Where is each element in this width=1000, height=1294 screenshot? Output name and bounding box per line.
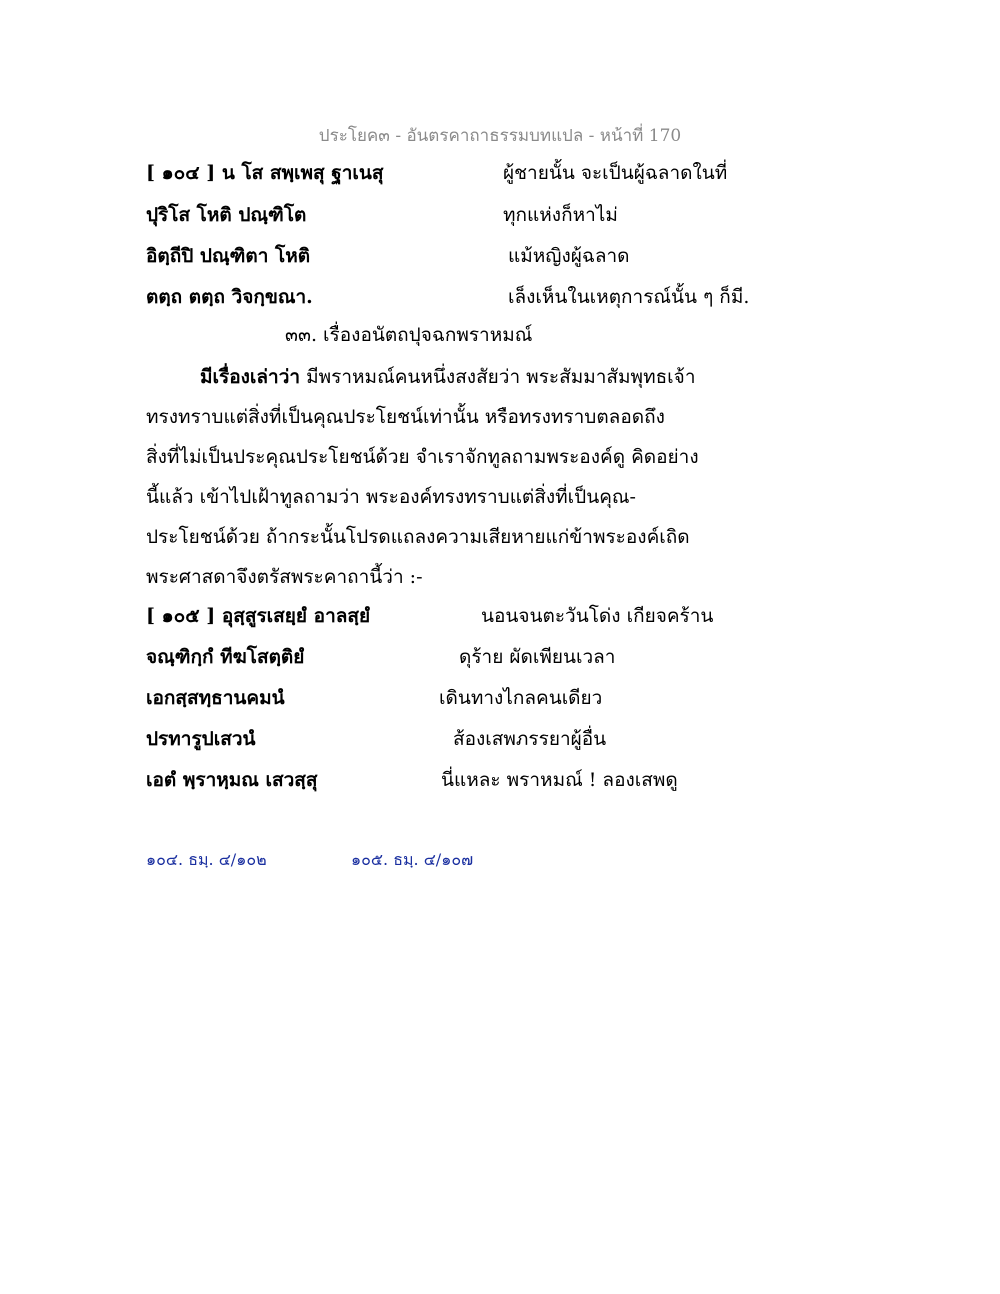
- verse-105-thai-2: ดุร้าย ผัดเพียนเวลา: [459, 646, 616, 668]
- verse-104-line-1: [146, 160, 383, 186]
- verse-105-pali-4: ปรทารูปเสวนํ: [146, 728, 256, 750]
- verse-104-pali-3: อิตฺถีปิ ปณฺฑิตา โหติ: [146, 245, 311, 267]
- verse-104-thai-2: ทุกแห่งก็หาไม่: [503, 204, 618, 226]
- verse-104-pali-1: น โส สพฺเพสุ ฐาเนสุ: [221, 162, 384, 184]
- verse-105-pali-1: อุสฺสูรเสยฺยํ อาลสฺยํ: [221, 605, 371, 627]
- story-line-1: [200, 364, 695, 390]
- story-line-2: ทรงทราบแต่สิ่งที่เป็นคุณประโยชน์เท่านั้น หรือทรงทราบตลอดถึง: [146, 406, 665, 428]
- verse-105-pali-2: จณฺฑิกฺกํ ทีฆโสตฺติยํ: [146, 646, 305, 668]
- verse-104-thai-3: แม้หญิงผู้ฉลาด: [508, 245, 630, 267]
- story-line-5: ประโยชน์ด้วย ถ้ากระนั้นโปรดแถลงความเสียหายแก่ข้าพระองค์เถิด: [146, 526, 690, 548]
- footnote-105: ๑๐๕. ธมฺ. ๔/๑๐๗: [351, 850, 474, 869]
- story-line-4: นี้แล้ว เข้าไปเฝ้าทูลถามว่า พระองค์ทรงทราบแต่สิ่งที่เป็นคุณ-: [146, 486, 636, 508]
- verse-105-thai-1: นอนจนตะวันโด่ง เกียจคร้าน: [481, 605, 714, 627]
- verse-104-pali-4: ตตฺถ ตตฺถ วิจกฺขณา.: [146, 286, 313, 308]
- verse-104-thai-1: ผู้ชายนั้น จะเป็นผู้ฉลาดในที่: [503, 162, 728, 184]
- footnote-104: ๑๐๔. ธมฺ. ๔/๑๐๒: [146, 850, 267, 869]
- page-header: ประโยค๓ - อันตรคาถาธรรมบทแปล - หน้าที่ 170: [318, 126, 682, 146]
- story-line-1-text: มีพราหมณ์คนหนึ่งสงสัยว่า พระสัมมาสัมพุทธเจ้า: [300, 366, 696, 388]
- verse-105-thai-5: นี่แหละ พราหมณ์ ! ลองเสพดู: [441, 769, 678, 791]
- story-title: ๓๓. เรื่องอนัตถปุจฉกพราหมณ์: [285, 324, 533, 346]
- verse-105-line-1: [146, 603, 370, 629]
- verse-105-pali-5: เอตํ พฺราหฺมณ เสวสฺสุ: [146, 769, 318, 791]
- story-line-3: สิ่งที่ไม่เป็นประคุณประโยชน์ด้วย จำเราจักทูลถามพระองค์ดู คิดอย่าง: [146, 446, 699, 468]
- verse-104-number: [ ๑๐๔ ]: [146, 162, 216, 184]
- story-lead: มีเรื่องเล่าว่า: [200, 366, 301, 388]
- verse-105-thai-3: เดินทางไกลคนเดียว: [439, 687, 603, 709]
- verse-105-thai-4: ส้องเสพภรรยาผู้อื่น: [453, 728, 607, 750]
- verse-105-number: [ ๑๐๕ ]: [146, 605, 216, 627]
- verse-104-pali-2: ปุริโส โหติ ปณฺฑิโต: [146, 204, 307, 226]
- story-line-6: พระศาสดาจึงตรัสพระคาถานี้ว่า :-: [146, 566, 423, 588]
- verse-104-thai-4: เล็งเห็นในเหตุการณ์นั้น ๆ ก็มี.: [508, 286, 750, 308]
- verse-105-pali-3: เอกสฺสทฺธานคมนํ: [146, 687, 285, 709]
